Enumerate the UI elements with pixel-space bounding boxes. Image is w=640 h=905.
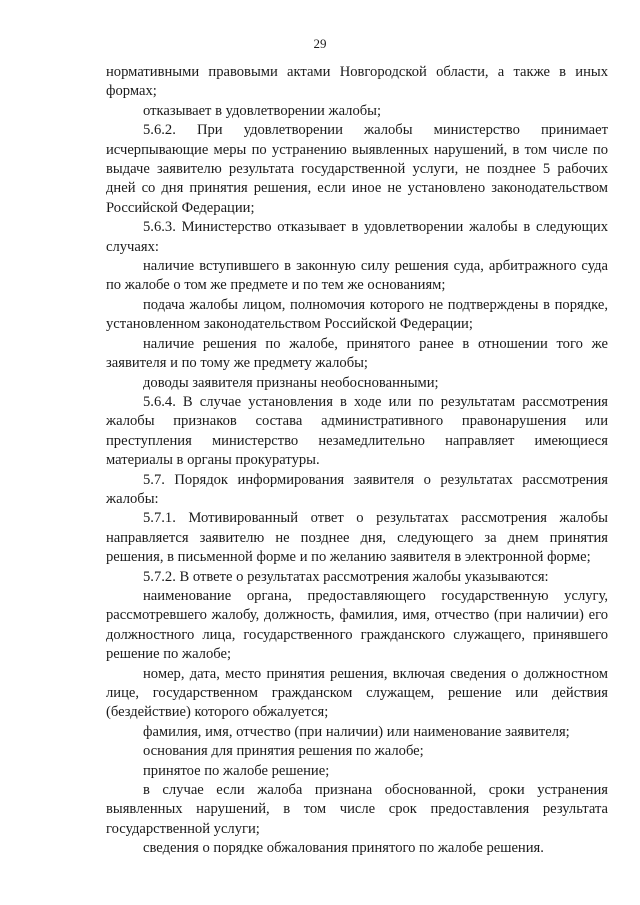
paragraph: 5.6.3. Министерство отказывает в удовлетворении жалобы в следующих случаях: — [106, 219, 608, 255]
paragraph: подача жалобы лицом, полномочия которого не подтверждены в порядке, установленном законодательством Российской Федерации; — [106, 296, 608, 333]
paragraph: фамилия, имя, отчество (при наличии) или наименование заявителя; — [143, 723, 570, 740]
paragraph: 5.6.2. При удовлетворении жалобы министерство принимает исчерпывающие меры по устранению выявленных нарушений, в том числе по выдаче заявителю результата государственной услуги, не позднее 5 рабочих дней со дня принятия решения, если иное не установлено законодательством Российской Федерации; — [106, 122, 608, 216]
paragraph: отказывает в удовлетворении жалобы; — [143, 102, 382, 119]
paragraph: доводы заявителя признаны необоснованными; — [143, 374, 439, 391]
page-number: 29 — [313, 36, 327, 51]
paragraph: нормативными правовыми актами Новгородской области, а также в иных формах; — [106, 64, 608, 100]
paragraph: наличие вступившего в законную силу решения суда, арбитражного суда по жалобе о том же предмете и по тем же основаниям; — [106, 258, 608, 294]
paragraph: в случае если жалоба признана обоснованной, сроки устранения выявленных нарушений, в том числе срок предоставления результата государственной услуги; — [106, 782, 608, 837]
paragraph: сведения о порядке обжалования принятого по жалобе решения. — [143, 840, 544, 857]
paragraph: 5.7. Порядок информирования заявителя о результатах рассмотрения жалобы: — [106, 471, 608, 507]
paragraph: 5.7.2. В ответе о результатах рассмотрения жалобы указываются: — [143, 568, 549, 585]
paragraph: принятое по жалобе решение; — [143, 762, 330, 779]
paragraph: 5.6.4. В случае установления в ходе или по результатам рассмотрения жалобы признаков состава административного правонарушения или преступления министерство незамедлительно направляет имеющиеся материалы в органы прокуратуры. — [106, 393, 608, 469]
paragraph: номер, дата, место принятия решения, включая сведения о должностном лице, государственном гражданском служащем, решение или действия (бездействие) которого обжалуется; — [106, 665, 608, 721]
paragraph: 5.7.1. Мотивированный ответ о результатах рассмотрения жалобы направляется заявителю не позднее дня, следующего за днем принятия решения, в письменной форме и по желанию заявителя в электронной форме; — [106, 510, 608, 566]
paragraph: наличие решения по жалобе, принятого ранее в отношении того же заявителя и по тому же предмету жалобы; — [106, 335, 608, 372]
paragraph: наименование органа, предоставляющего государственную услугу, рассмотревшего жалобу, должность, фамилия, имя, отчество (при наличии) его должностного лица, государственного гражданского служащего, принявшего решение по жалобе; — [106, 587, 608, 663]
document-body — [106, 63, 608, 859]
paragraph: основания для принятия решения по жалобе; — [143, 743, 424, 760]
